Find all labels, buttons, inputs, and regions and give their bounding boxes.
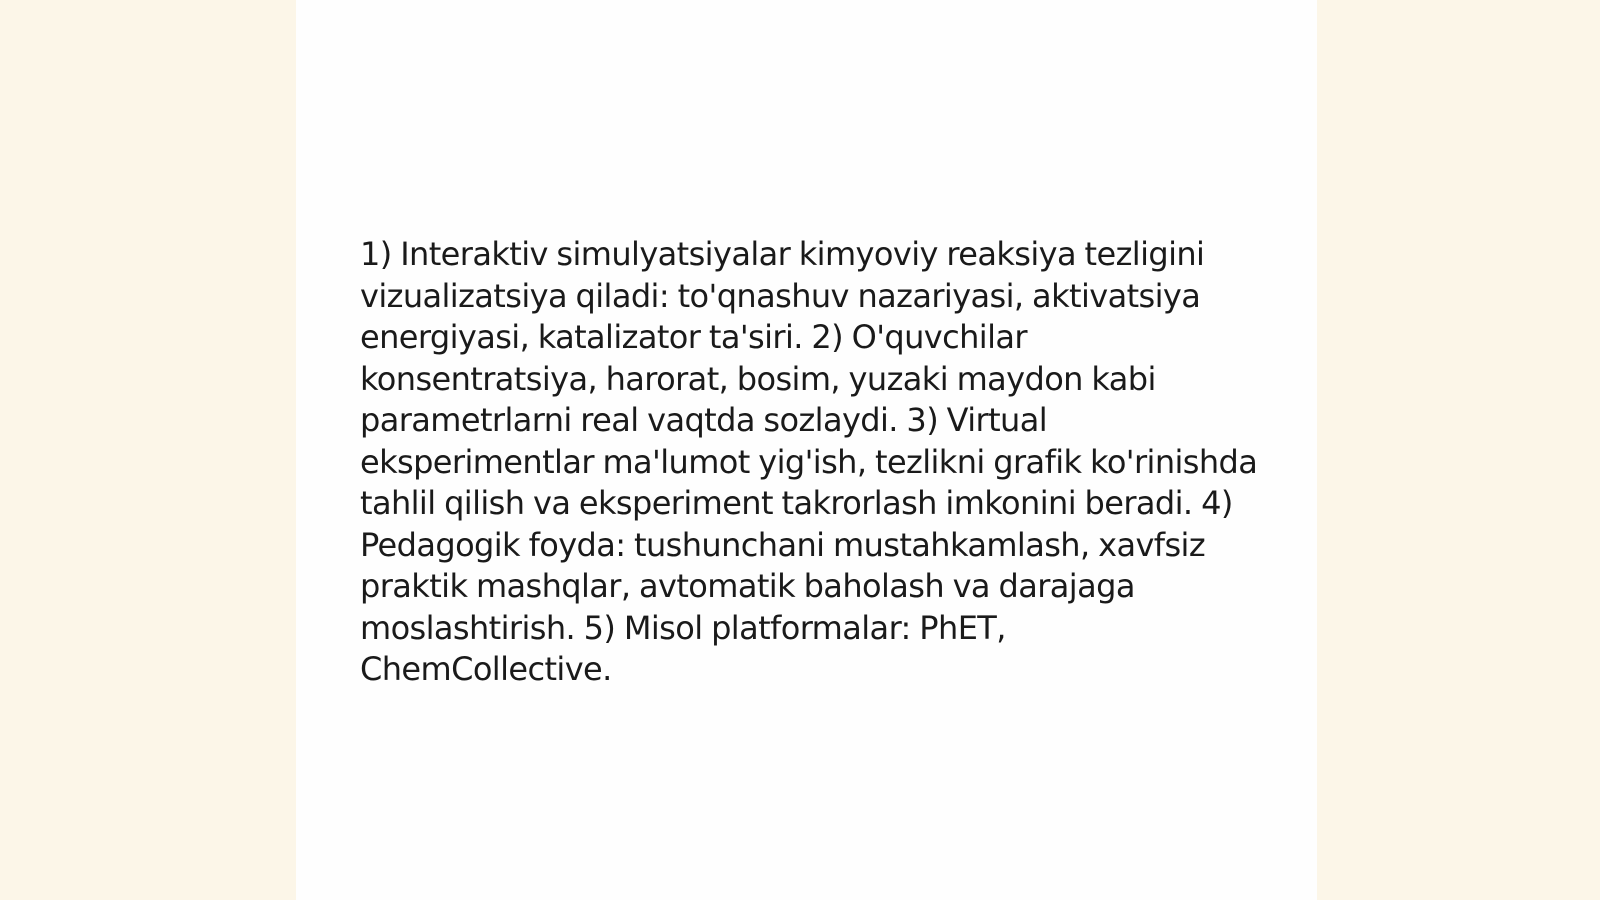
body-paragraph: 1) Interaktiv simulyatsiyalar kimyoviy reaksiya tezligini vizualizatsiya qiladi: to'qnashuv nazariyasi, aktivatsiya energiyasi, katalizator ta'siri. 2) O'quvchilar konsentratsiya, harorat, bosim, yuzaki maydon kabi parametrlarni real vaqtda sozlaydi. 3) Virtual eksperimentlar ma'lumot yig'ish, tezlikni grafik ko'rinishda tahlil qilish va eksperiment takrorlash imkonini beradi. 4) Pedagogik foyda: tushunchani mustahkamlash, xavfsiz praktik mashqlar, avtomatik baholash va darajaga moslashtirish. 5) Misol platformalar: PhET, ChemCollective.: [360, 235, 1258, 688]
document-page: [296, 0, 1317, 900]
